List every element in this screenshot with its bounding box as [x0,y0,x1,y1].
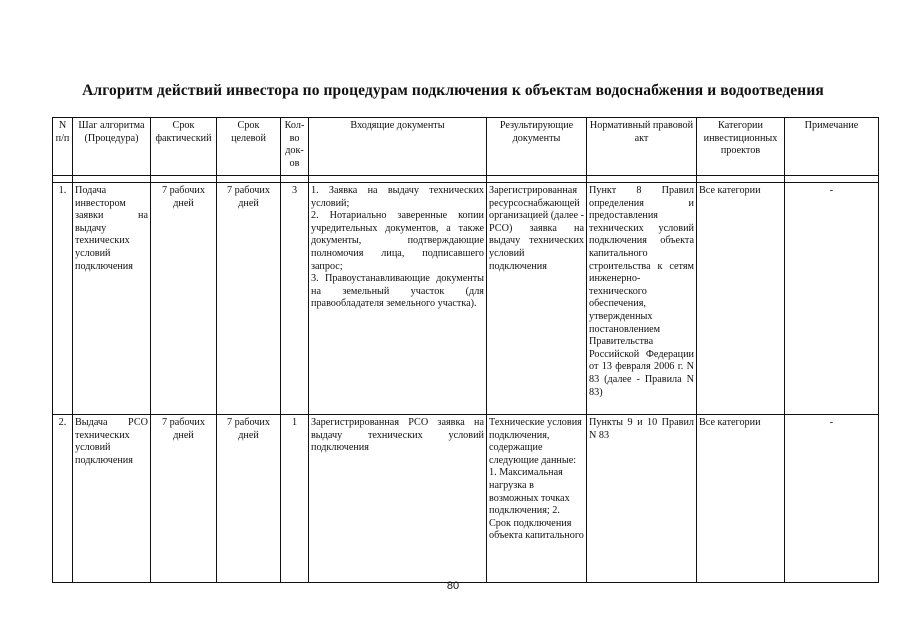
row-doc-count: 1 [281,415,309,583]
row-result-docs: Зарегистрированная ресурсоснабжающей организацией (далее - РСО) заявка на выдачу технических условий подключения [487,183,587,415]
header-step: Шаг алгоритма (Процедура) [73,118,151,176]
table-spacer-row [53,176,879,183]
header-term-actual: Срок фактический [151,118,217,176]
table-header-row [53,118,879,176]
row-category: Все категории [697,183,785,415]
input-doc-item: Зарегистрированная РСО заявка на выдачу технических условий подключения [311,417,484,454]
row-note: - [785,415,879,583]
row-note: - [785,183,879,415]
row-legal-act: Пункты 9 и 10 Правил N 83 [587,415,697,583]
header-input-docs: Входящие документы [309,118,487,176]
input-doc-item: 3. Правоустанавливающие документы на земельный участок (для правообладателя земельного участка). [311,273,484,310]
row-step: Выдача РСО технических условий подключения [73,415,151,583]
page-title: Алгоритм действий инвестора по процедурам подключения к объектам водоснабжения и водоотведения [82,82,824,99]
table-row [53,183,879,415]
row-legal-act: Пункт 8 Правил определения и предоставления технических условий подключения объекта капитального строительства к сетям инженерно-технического обеспечения, утвержденных постановлением Правительства Российской Федерации от 13 февраля 2006 г. N 83 (далее - Правила N 83) [587,183,697,415]
header-num: N п/п [53,118,73,176]
row-num: 2. [53,415,73,583]
row-category: Все категории [697,415,785,583]
input-doc-item: 1. Заявка на выдачу технических условий; [311,185,484,209]
table-row [53,415,879,583]
row-num: 1. [53,183,73,415]
row-result-docs: Технические условия подключения, содержащие следующие данные: 1. Максимальная нагрузка в возможных точках подключения; 2. Срок подключения объекта капитального [487,415,587,583]
row-input-docs [309,415,487,583]
algorithm-table [52,117,879,583]
input-doc-item: 2. Нотариально заверенные копии учредительных документов, а также документы, подтверждающие полномочия лица, подписавшего запрос; [311,210,484,272]
header-legal-act: Нормативный правовой акт [587,118,697,176]
row-step: Подача инвестором заявки на выдачу технических условий подключения [73,183,151,415]
header-term-target: Срок целевой [217,118,281,176]
header-category: Категории инвестиционных проектов [697,118,785,176]
header-note: Примечание [785,118,879,176]
row-term-target: 7 рабочих дней [217,415,281,583]
header-doc-count: Кол- во док- ов [281,118,309,176]
page-number: 80 [446,580,460,592]
row-input-docs [309,183,487,415]
row-term-actual: 7 рабочих дней [151,415,217,583]
row-doc-count: 3 [281,183,309,415]
header-result-docs: Результирующие документы [487,118,587,176]
row-term-actual: 7 рабочих дней [151,183,217,415]
row-term-target: 7 рабочих дней [217,183,281,415]
